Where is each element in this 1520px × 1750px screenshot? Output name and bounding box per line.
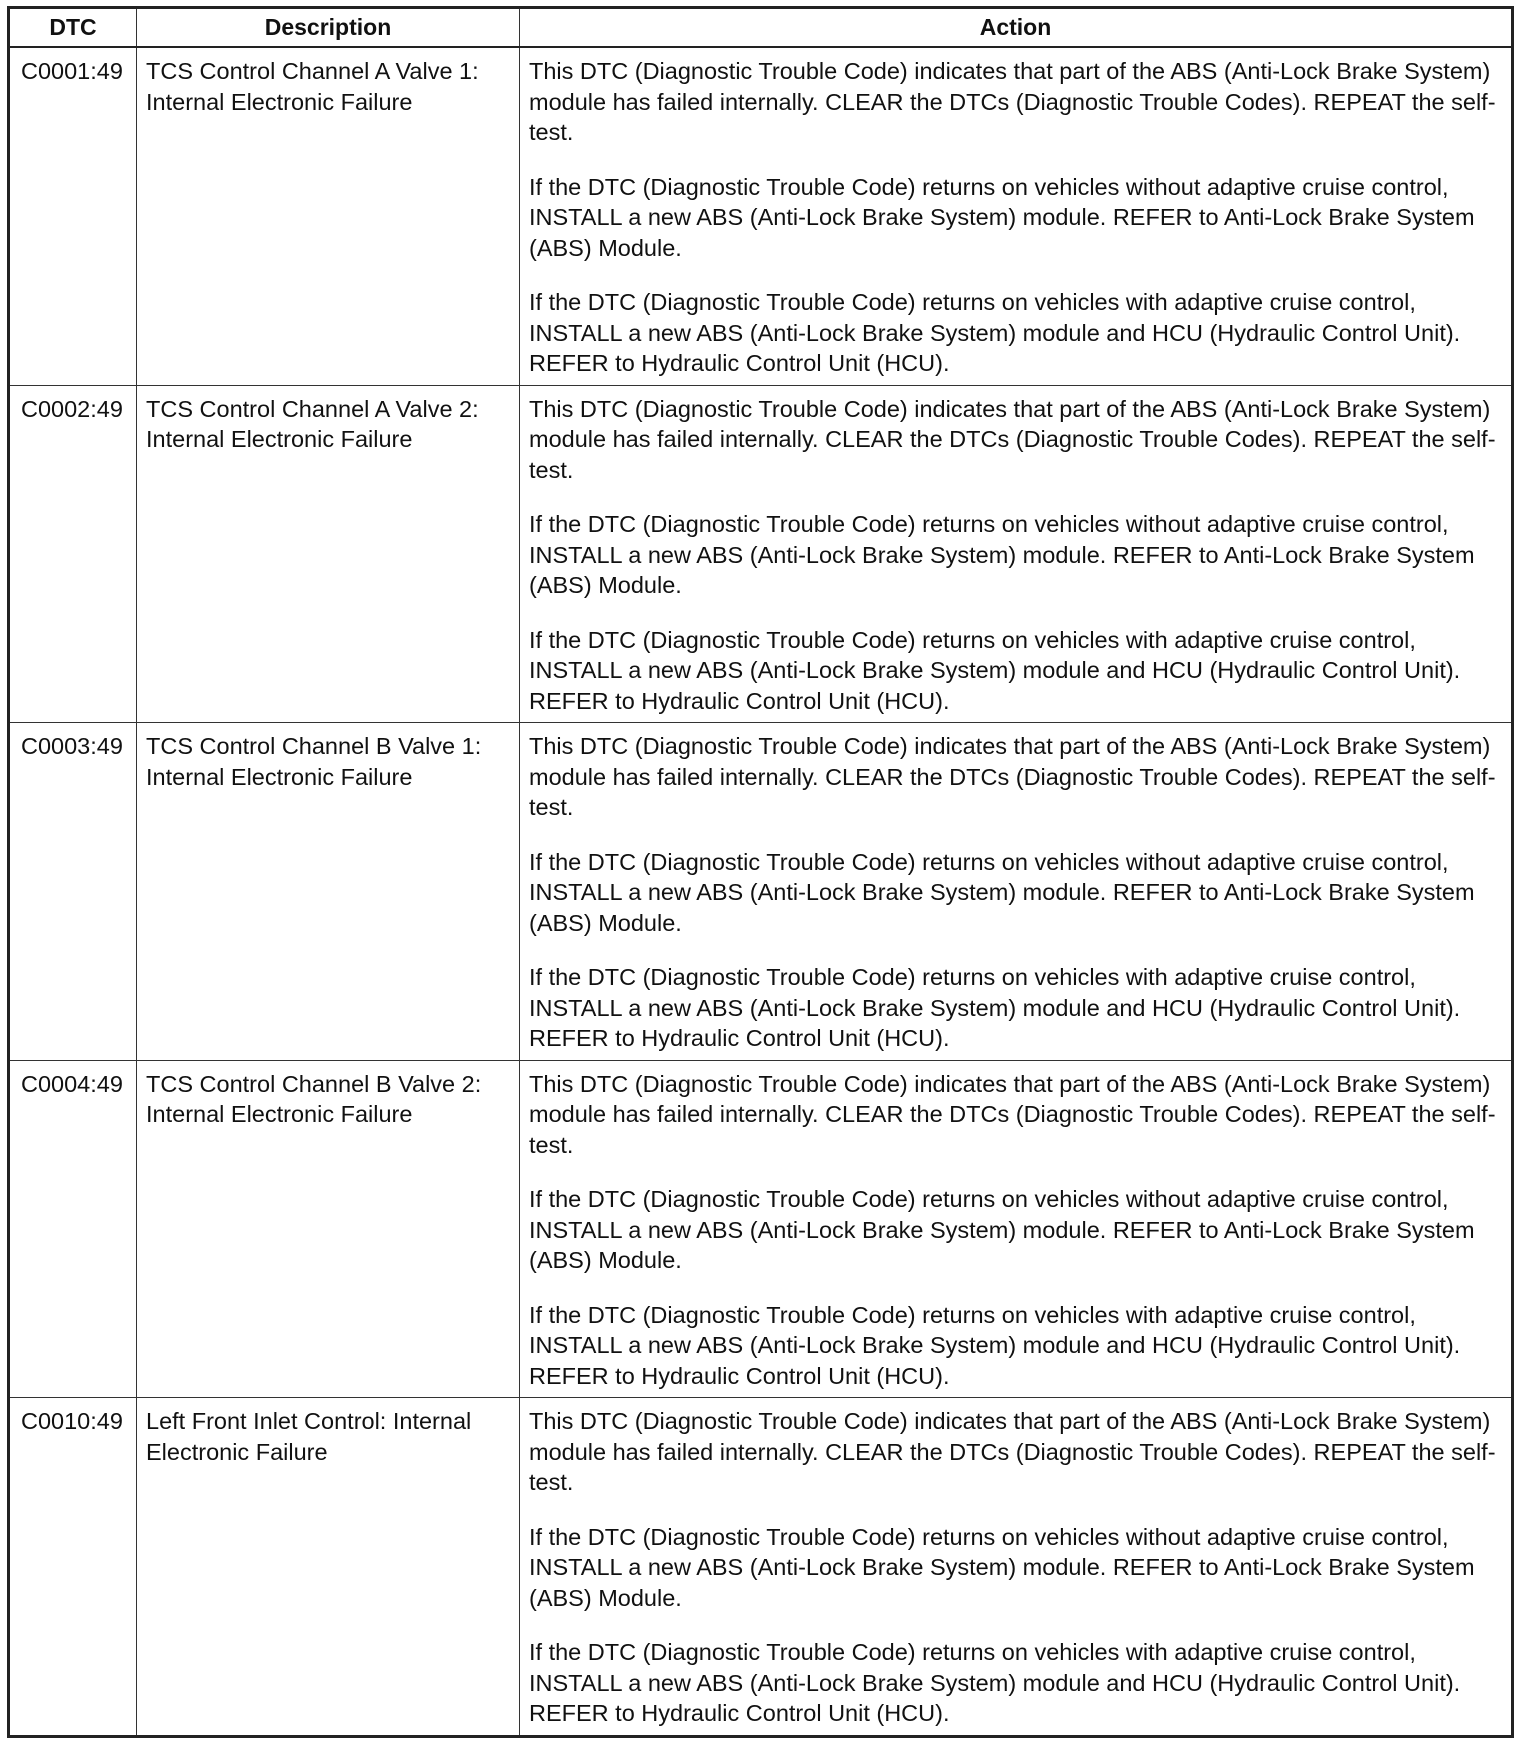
header-action: Action xyxy=(520,8,1513,48)
action-step-with-acc: If the DTC (Diagnostic Trouble Code) returns on vehicles with adaptive cruise control, INSTALL a new ABS (Anti-Lock Brake System) module and HCU (Hydraulic Control Unit). REFER to Hydraulic Control Unit (HCU). xyxy=(529,1301,1461,1389)
action-step-with-acc: If the DTC (Diagnostic Trouble Code) returns on vehicles with adaptive cruise control, INSTALL a new ABS (Anti-Lock Brake System) module and HCU (Hydraulic Control Unit). REFER to Hydraulic Control Unit (HCU). xyxy=(529,964,1461,1051)
dtc-description: TCS Control Channel A Valve 1: Internal Electronic Failure xyxy=(137,47,520,385)
action-step-clear: This DTC (Diagnostic Trouble Code) indicates that part of the ABS (Anti-Lock Brake System) module has failed internally. CLEAR the DTCs (Diagnostic Trouble Codes). REPEAT the self-test. xyxy=(529,58,1496,145)
dtc-action xyxy=(520,385,1513,723)
action-step-with-acc: If the DTC (Diagnostic Trouble Code) returns on vehicles with adaptive cruise control, INSTALL a new ABS (Anti-Lock Brake System) module and HCU (Hydraulic Control Unit). REFER to Hydraulic Control Unit (HCU). xyxy=(529,289,1461,376)
header-description: Description xyxy=(137,8,520,48)
dtc-code: C0003:49 xyxy=(9,723,137,1061)
dtc-code: C0002:49 xyxy=(9,385,137,723)
action-step-without-acc: If the DTC (Diagnostic Trouble Code) returns on vehicles without adaptive cruise control, INSTALL a new ABS (Anti-Lock Brake System) module. REFER to Anti-Lock Brake System (ABS) Module. xyxy=(529,848,1475,936)
action-step-with-acc: If the DTC (Diagnostic Trouble Code) returns on vehicles with adaptive cruise control, INSTALL a new ABS (Anti-Lock Brake System) module and HCU (Hydraulic Control Unit). REFER to Hydraulic Control Unit (HCU). xyxy=(529,1639,1461,1726)
action-step-clear: This DTC (Diagnostic Trouble Code) indicates that part of the ABS (Anti-Lock Brake System) module has failed internally. CLEAR the DTCs (Diagnostic Trouble Codes). REPEAT the self-test. xyxy=(529,1408,1496,1495)
dtc-code: C0001:49 xyxy=(9,47,137,385)
dtc-description: Left Front Inlet Control: Internal Electronic Failure xyxy=(137,1398,520,1737)
dtc-code: C0004:49 xyxy=(9,1060,137,1398)
table-row xyxy=(9,1060,1513,1398)
dtc-action xyxy=(520,1398,1513,1737)
dtc-action xyxy=(520,1060,1513,1398)
action-step-with-acc: If the DTC (Diagnostic Trouble Code) returns on vehicles with adaptive cruise control, INSTALL a new ABS (Anti-Lock Brake System) module and HCU (Hydraulic Control Unit). REFER to Hydraulic Control Unit (HCU). xyxy=(529,626,1461,714)
dtc-code: C0010:49 xyxy=(9,1398,137,1737)
table-header xyxy=(9,8,1513,48)
dtc-description: TCS Control Channel B Valve 2: Internal Electronic Failure xyxy=(137,1060,520,1398)
table-row xyxy=(9,723,1513,1061)
action-step-clear: This DTC (Diagnostic Trouble Code) indicates that part of the ABS (Anti-Lock Brake System) module has failed internally. CLEAR the DTCs (Diagnostic Trouble Codes). REPEAT the self-test. xyxy=(529,395,1496,483)
action-step-without-acc: If the DTC (Diagnostic Trouble Code) returns on vehicles without adaptive cruise control, INSTALL a new ABS (Anti-Lock Brake System) module. REFER to Anti-Lock Brake System (ABS) Module. xyxy=(529,511,1475,598)
header-row xyxy=(9,8,1513,48)
table-body xyxy=(9,47,1513,1736)
table-row xyxy=(9,1398,1513,1737)
header-dtc: DTC xyxy=(9,8,137,48)
table-row xyxy=(9,47,1513,385)
dtc-table xyxy=(7,6,1514,1738)
dtc-description: TCS Control Channel B Valve 1: Internal Electronic Failure xyxy=(137,723,520,1061)
action-step-clear: This DTC (Diagnostic Trouble Code) indicates that part of the ABS (Anti-Lock Brake System) module has failed internally. CLEAR the DTCs (Diagnostic Trouble Codes). REPEAT the self-test. xyxy=(529,1070,1496,1158)
action-step-without-acc: If the DTC (Diagnostic Trouble Code) returns on vehicles without adaptive cruise control, INSTALL a new ABS (Anti-Lock Brake System) module. REFER to Anti-Lock Brake System (ABS) Module. xyxy=(529,1186,1475,1273)
dtc-description: TCS Control Channel A Valve 2: Internal Electronic Failure xyxy=(137,385,520,723)
dtc-action xyxy=(520,47,1513,385)
dtc-action xyxy=(520,723,1513,1061)
action-step-clear: This DTC (Diagnostic Trouble Code) indicates that part of the ABS (Anti-Lock Brake System) module has failed internally. CLEAR the DTCs (Diagnostic Trouble Codes). REPEAT the self-test. xyxy=(529,733,1496,820)
action-step-without-acc: If the DTC (Diagnostic Trouble Code) returns on vehicles without adaptive cruise control, INSTALL a new ABS (Anti-Lock Brake System) module. REFER to Anti-Lock Brake System (ABS) Module. xyxy=(529,1523,1475,1611)
action-step-without-acc: If the DTC (Diagnostic Trouble Code) returns on vehicles without adaptive cruise control, INSTALL a new ABS (Anti-Lock Brake System) module. REFER to Anti-Lock Brake System (ABS) Module. xyxy=(529,173,1475,261)
table-row xyxy=(9,385,1513,723)
